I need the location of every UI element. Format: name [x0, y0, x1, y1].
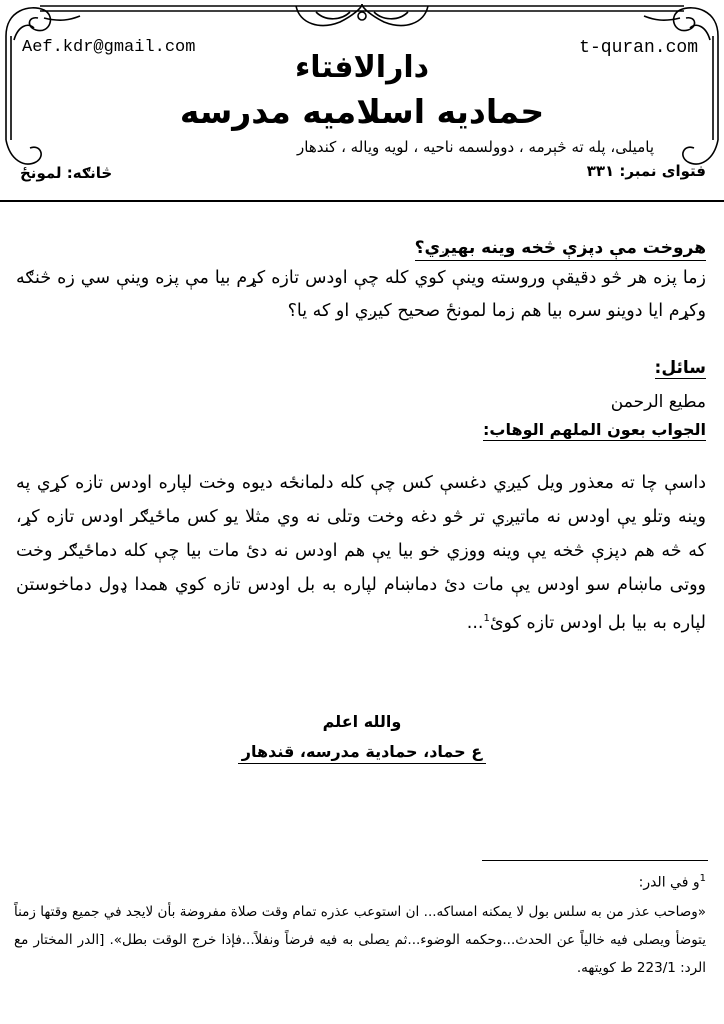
madrasa-name: حمادیه اسلامیه مدرسه [179, 92, 545, 131]
footnote-number: 1 [699, 873, 706, 884]
answer-label: الجواب بعون الملهم الوهاب: [482, 420, 706, 439]
madrasa-address: پامیلی، پله ته څېرمه ، دوولسمه ناحیه ، لویه ویاله ، کندهار [297, 138, 654, 156]
page-title-darulifta: دارالافتاء [294, 50, 430, 85]
footnote-ref-text: و في الدر: [638, 874, 700, 891]
question-text: زما پزه هر څو دقیقې وروسته وینې کوي کله چې اودس تازه کړم بیا مې پزه وینې سي زه څنګه وکړم ایا دوینو سره بیا هم زما لمونځ صحیح کیږي او که یا؟ [16, 268, 706, 321]
asker-label: سائل: [654, 358, 706, 378]
answer-ending: ... [466, 612, 484, 633]
question-heading: هروخت مې دپزې څخه وینه بهیږي؟ [415, 238, 706, 261]
signer-name: ع حماد، حمادیة مدرسه، قندهار [238, 742, 486, 764]
asker-name: مطیع الرحمن [610, 392, 706, 412]
footnote-text: «وصاحب عذر من به سلس بول لا یمکنه امساکه... ان استوعب عذره تمام وقت صلاة مفروضة بأن لایجد في جمیع وقتها زمناً یتوضأ ویصلی فیه خالیاً عن الحدث...وحکمه الوضوء...ثم یصلی به فیه فرضاً ونفلاً...فإذا خرج الوقت بطل». [الدر المختار مع الرد: 223/1 ط کویتهه. [14, 904, 706, 976]
category [20, 164, 112, 182]
header-divider [0, 200, 724, 202]
website-address: t-quran.com [579, 38, 698, 58]
wallahu-alam: والله اعلم [322, 712, 402, 731]
footnote-marker: 1 [483, 613, 490, 624]
answer-text [16, 466, 706, 640]
email-address: Aef.kdr@gmail.com [22, 38, 196, 57]
footnote-ref [639, 873, 706, 891]
footnote-divider [482, 860, 708, 861]
signature [0, 742, 724, 761]
fatwa-number: فتوای نمبر: ۳۳۱ [586, 162, 706, 180]
answer-body: داسې چا ته معذور ویل کیږي دغسې کس چې کله دلمانځه دیوه وخت لپاره اودس تازه کړي په وینه وتلو یې اودس نه ماتیږي تر څو دغه وخت وتلی نه وي مثلا یو کس ماځیګر اودس تازه کړ، که څه هم دپزې څخه یې وینه ووزي خو بیا یې هم اودس نه دئ مات بیا چې کله دماځیګر وخت ووتی ماښام سو اودس یې مات دئ دماښام لپاره به بل اودس تازه کوي همدا ډول دماخوستن لپاره به بیا بل اودس تازه کوئ [16, 473, 706, 633]
category-label: څانګه: [66, 164, 113, 182]
category-value: لمونځ [20, 164, 62, 182]
